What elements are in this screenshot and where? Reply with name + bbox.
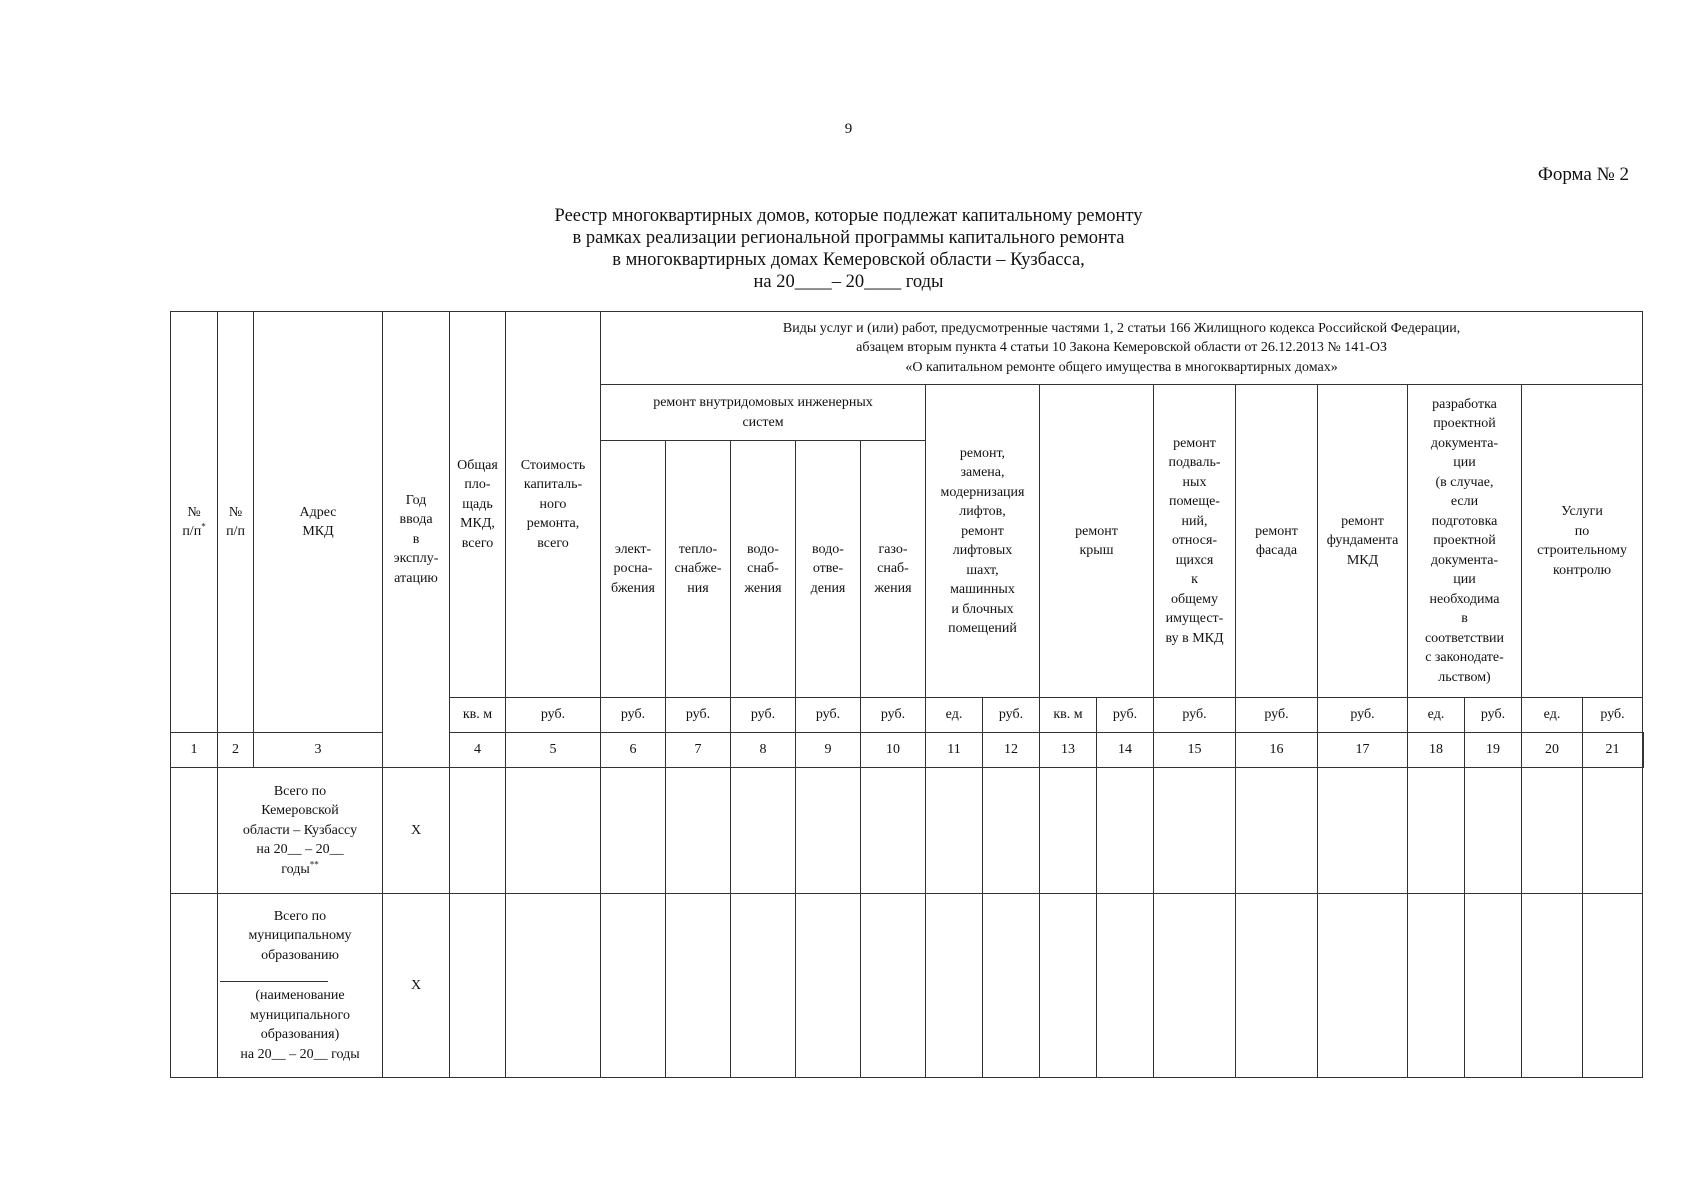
column-number [1643,733,1644,768]
unit-cell: руб. [983,698,1040,733]
column-number: 17 [1318,733,1408,768]
row-total-region-label: Всего по Кемеровской области – Кузбассу на 20__ – 20__ годы** [218,768,383,894]
document-title [0,205,1697,293]
header-foundation: ремонт фундамента МКД [1318,385,1408,698]
column-number: 19 [1465,733,1522,768]
header-heating: тепло- снабже- ния [666,441,731,698]
header-col-2: № п/п [218,312,254,733]
registry-table [170,311,1644,1078]
unit-cell: ед. [1522,698,1583,733]
column-number: 16 [1236,733,1318,768]
header-basement: ремонт подваль- ных помеще- ний, относя- щихся к общему имущест- ву в МКД [1154,385,1236,698]
page-number: 9 [844,121,853,137]
unit-cell: руб. [731,698,796,733]
header-facade: ремонт фасада [1236,385,1318,698]
header-engineering-systems: ремонт внутридомовых инженерных систем [601,385,926,441]
year-cell: Х [383,768,450,894]
empty-cell [171,894,218,1078]
year-cell: Х [383,894,450,1078]
column-number: 6 [601,733,666,768]
header-roof: ремонт крыш [1040,385,1154,698]
column-number: 14 [1097,733,1154,768]
blank-fill-line [220,965,328,982]
empty-cell [171,768,218,894]
header-water-supply: водо- снаб- жения [731,441,796,698]
column-number: 3 [254,733,383,768]
unit-cell: руб. [1465,698,1522,733]
column-number: 12 [983,733,1040,768]
header-year: Год ввода в эксплу- атацию [383,312,450,768]
column-number: 10 [861,733,926,768]
header-construction-supervision: Услуги по строительному контролю [1522,385,1643,698]
column-number: 4 [450,733,506,768]
column-number: 15 [1154,733,1236,768]
header-electricity: элект- росна- бжения [601,441,666,698]
header-services-group: Виды услуг и (или) работ, предусмотренные частями 1, 2 статьи 166 Жилищного кодекса Российской Федерации, абзацем вторым пункта 4 статьи 10 Закона Кемеровской области от 26.12.2013 № 141-ОЗ «О капитальном ремонте общего имущества в многоквартирных домах» [601,312,1643,385]
unit-cell: руб. [1236,698,1318,733]
unit-cell: руб. [861,698,926,733]
header-col-1: № п/п* [171,312,218,733]
unit-cell: кв. м [1040,698,1097,733]
unit-cell: ед. [1408,698,1465,733]
column-number: 5 [506,733,601,768]
header-address: Адрес МКД [254,312,383,733]
title-line: в многоквартирных домах Кемеровской области – Кузбасса, [612,250,1085,270]
unit-cell: кв. м [450,698,506,733]
column-number: 2 [218,733,254,768]
header-gas-supply: газо- снаб- жения [861,441,926,698]
unit-cell: руб. [796,698,861,733]
unit-cell: руб. [1318,698,1408,733]
header-design-docs: разработка проектной документа- ции (в случае, если подготовка проектной документа- ции необходима в соответствии с законодате- льством) [1408,385,1522,698]
row-total-municipality-label: Всего по муниципальному образованию (наименование муниципального образования) на 20__ – 20__ годы [218,894,383,1078]
column-number: 11 [926,733,983,768]
column-number: 20 [1522,733,1583,768]
table-row [171,768,1644,894]
header-area: Общая пло- щадь МКД, всего [450,312,506,698]
title-line: Реестр многоквартирных домов, которые подлежат капитальному ремонту [554,206,1143,226]
table-row [171,894,1644,1078]
unit-cell: руб. [601,698,666,733]
header-cost: Стоимость капиталь- ного ремонта, всего [506,312,601,698]
title-line: в рамках реализации региональной программы капитального ремонта [572,228,1125,248]
column-number: 7 [666,733,731,768]
unit-cell: руб. [1097,698,1154,733]
column-number: 1 [171,733,218,768]
title-line: на 20____– 20____ годы [753,272,944,292]
unit-cell: руб. [666,698,731,733]
unit-cell: ед. [926,698,983,733]
column-number: 8 [731,733,796,768]
form-label: Форма № 2 [1537,164,1629,185]
header-lifts: ремонт, замена, модернизация лифтов, ремонт лифтовых шахт, машинных и блочных помещений [926,385,1040,698]
header-sewerage: водо- отве- дения [796,441,861,698]
column-number: 18 [1408,733,1465,768]
unit-cell: руб. [1154,698,1236,733]
column-number: 21 [1583,733,1643,768]
unit-cell: руб. [506,698,601,733]
column-number: 9 [796,733,861,768]
column-number: 13 [1040,733,1097,768]
unit-cell: руб. [1583,698,1643,733]
